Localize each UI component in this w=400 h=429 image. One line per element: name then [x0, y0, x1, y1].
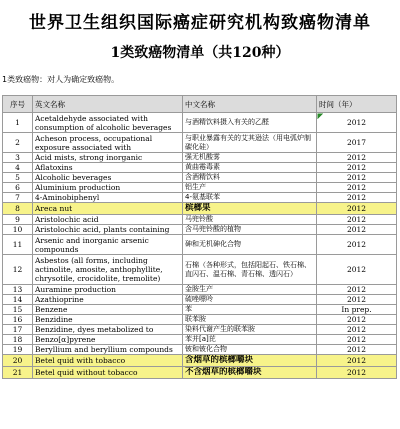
- row-number: 16: [3, 315, 33, 325]
- row-number: 13: [3, 285, 33, 295]
- table-row: [3, 173, 397, 183]
- row-chinese-name: 含马兜铃酸的植物: [183, 225, 317, 235]
- row-number: 2: [3, 133, 33, 153]
- table-row: [3, 153, 397, 163]
- row-year: In prep.: [317, 305, 397, 315]
- row-year: 2012: [317, 325, 397, 335]
- row-chinese-name: 与酒精饮料摄入有关的乙醛: [183, 113, 317, 133]
- row-year: 2012: [317, 295, 397, 305]
- row-year: 2012: [317, 335, 397, 345]
- row-number: 12: [3, 255, 33, 285]
- table-row: [3, 335, 397, 345]
- row-year: 2012: [317, 173, 397, 183]
- row-number: 20: [3, 355, 33, 367]
- row-number: 3: [3, 153, 33, 163]
- row-number: 17: [3, 325, 33, 335]
- row-year: 2012: [317, 285, 397, 295]
- table-row: [3, 355, 397, 367]
- table-row: [3, 255, 397, 285]
- row-english-name: Areca nut: [33, 203, 183, 215]
- row-number: 8: [3, 203, 33, 215]
- row-chinese-name: 砷和无机砷化合物: [183, 235, 317, 255]
- row-chinese-name: 马兜铃酸: [183, 215, 317, 225]
- table-row: [3, 163, 397, 173]
- row-english-name: Aristolochic acid, plants containing: [33, 225, 183, 235]
- table-header-row: [3, 96, 397, 113]
- row-chinese-name: 4-氨基联苯: [183, 193, 317, 203]
- row-chinese-name: 石棉（各种形式，包括阳起石、铁石棉、直闪石、温石棉、青石棉、透闪石）: [183, 255, 317, 285]
- table-row: [3, 133, 397, 153]
- row-chinese-name: 含烟草的槟榔嚼块: [183, 355, 317, 367]
- row-english-name: Alcoholic beverages: [33, 173, 183, 183]
- row-chinese-name: 苯并[a]芘: [183, 335, 317, 345]
- table-row: [3, 345, 397, 355]
- table-row: [3, 235, 397, 255]
- row-year: 2012: [317, 355, 397, 367]
- table-row: [3, 203, 397, 215]
- row-year: 2017: [317, 133, 397, 153]
- row-chinese-name: 染料代谢产生的联苯胺: [183, 325, 317, 335]
- table-row: [3, 193, 397, 203]
- row-number: 11: [3, 235, 33, 255]
- carcinogen-table: [2, 95, 397, 379]
- table-row: [3, 325, 397, 335]
- header-year: 时间（年）: [317, 96, 397, 113]
- table-row: [3, 215, 397, 225]
- row-number: 19: [3, 345, 33, 355]
- row-english-name: Benzidine, dyes metabolized to: [33, 325, 183, 335]
- row-english-name: Benzidine: [33, 315, 183, 325]
- row-english-name: Acheson process, occupational exposure associated with: [33, 133, 183, 153]
- document-title: 世界卫生组织国际癌症研究机构致癌物清单: [29, 13, 371, 33]
- table-row: [3, 367, 397, 379]
- row-year: 2012: [317, 183, 397, 193]
- table-row: [3, 183, 397, 193]
- row-english-name: Aflatoxins: [33, 163, 183, 173]
- row-english-name: Arsenic and inorganic arsenic compounds: [33, 235, 183, 255]
- row-number: 18: [3, 335, 33, 345]
- row-chinese-name: 不含烟草的槟榔嚼块: [183, 367, 317, 379]
- row-chinese-name: 含酒精饮料: [183, 173, 317, 183]
- row-number: 4: [3, 163, 33, 173]
- row-year: 2012: [317, 153, 397, 163]
- row-english-name: 4-Aminobiphenyl: [33, 193, 183, 203]
- row-year: 2012: [317, 345, 397, 355]
- row-english-name: Aristolochic acid: [33, 215, 183, 225]
- row-english-name: Asbestos (all forms, including actinolite, amosite, anthophyllite, chrysotile, crocidolite, tremolite): [33, 255, 183, 285]
- row-number: 21: [3, 367, 33, 379]
- row-year: 2012: [317, 163, 397, 173]
- row-chinese-name: 槟榔果: [183, 203, 317, 215]
- row-english-name: Benzo[α]pyrene: [33, 335, 183, 345]
- row-english-name: Benzene: [33, 305, 183, 315]
- row-number: 14: [3, 295, 33, 305]
- row-year: 2012: [317, 225, 397, 235]
- row-english-name: Aluminium production: [33, 183, 183, 193]
- table-row: [3, 225, 397, 235]
- row-number: 10: [3, 225, 33, 235]
- row-english-name: Auramine production: [33, 285, 183, 295]
- row-year: 2012: [317, 315, 397, 325]
- header-no: 序号: [3, 96, 33, 113]
- row-number: 7: [3, 193, 33, 203]
- row-year: 2012: [317, 367, 397, 379]
- row-number: 9: [3, 215, 33, 225]
- row-number: 15: [3, 305, 33, 315]
- row-chinese-name: 铝生产: [183, 183, 317, 193]
- table-row: [3, 295, 397, 305]
- table-row: [3, 315, 397, 325]
- row-chinese-name: 金胺生产: [183, 285, 317, 295]
- table-row: [3, 305, 397, 315]
- row-number: 1: [3, 113, 33, 133]
- row-number: 6: [3, 183, 33, 193]
- row-year: 2012: [317, 255, 397, 285]
- row-english-name: Betel quid without tobacco: [33, 367, 183, 379]
- row-english-name: Azathioprine: [33, 295, 183, 305]
- row-chinese-name: 铍和铍化合物: [183, 345, 317, 355]
- category-note: 1类致癌物：对人为确定致癌物。: [2, 75, 120, 84]
- row-year: 2012: [317, 113, 397, 133]
- header-chinese-name: 中文名称: [183, 96, 317, 113]
- table-row: [3, 285, 397, 295]
- document-subtitle: 1类致癌物清单（共120种）: [110, 45, 290, 61]
- row-english-name: Beryllium and beryllium compounds: [33, 345, 183, 355]
- row-chinese-name: 苯: [183, 305, 317, 315]
- row-year: 2012: [317, 215, 397, 225]
- row-year: 2012: [317, 203, 397, 215]
- row-english-name: Betel quid with tobacco: [33, 355, 183, 367]
- table-body: [3, 113, 397, 379]
- row-chinese-name: 硫唑嘌呤: [183, 295, 317, 305]
- row-year: 2012: [317, 193, 397, 203]
- row-english-name: Acetaldehyde associated with consumption of alcoholic beverages: [33, 113, 183, 133]
- row-english-name: Acid mists, strong inorganic: [33, 153, 183, 163]
- row-chinese-name: 强无机酸雾: [183, 153, 317, 163]
- header-english-name: 英文名称: [33, 96, 183, 113]
- row-chinese-name: 与职业暴露有关的艾其逊法（用电弧炉制碳化硅）: [183, 133, 317, 153]
- table-row: [3, 113, 397, 133]
- row-chinese-name: 联苯胺: [183, 315, 317, 325]
- row-chinese-name: 黄曲霉毒素: [183, 163, 317, 173]
- row-number: 5: [3, 173, 33, 183]
- row-year: 2012: [317, 235, 397, 255]
